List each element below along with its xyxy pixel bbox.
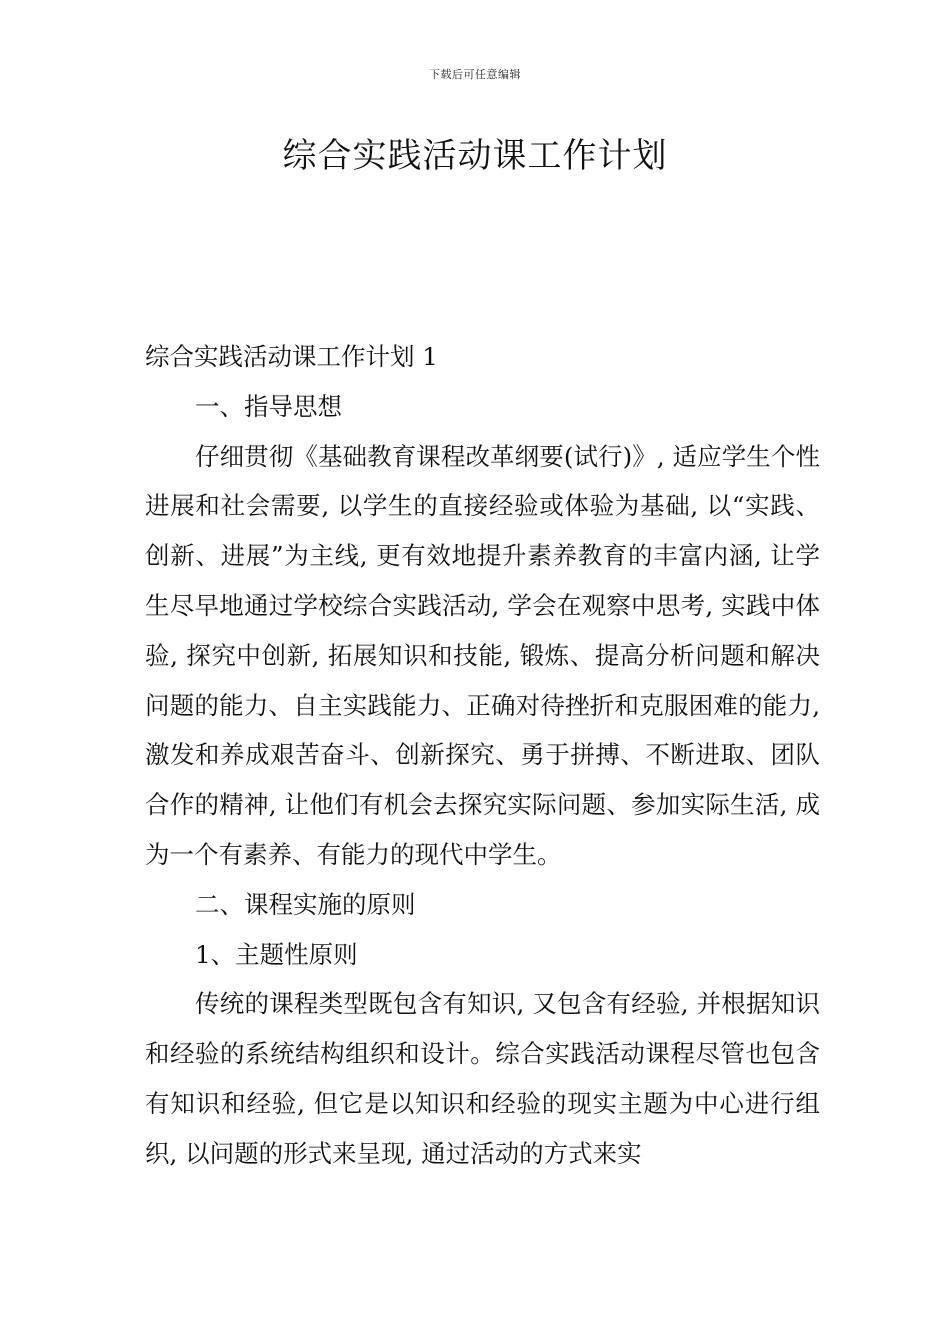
section-heading-principles: 二、课程实施的原则 bbox=[195, 889, 416, 919]
document-title: 综合实践活动课工作计划 bbox=[282, 136, 668, 176]
paragraph-theme-principle: 传统的课程类型既包含有知识, 又包含有经验, 并根据知识和经验的系统结构组织和设计。综合实践活动课程尽管也包含有知识和经验, 但它是以知识和经验的现实主题为中心进行组织, 以问题的形式来呈现, 通过活动的方式来实 bbox=[145, 989, 820, 1168]
paragraph-guiding-thought: 仔细贯彻《基础教育课程改革纲要(试行)》, 适应学生个性进展和社会需要, 以学生的直接经验或体验为基础, 以“实践、创新、进展”为主线, 更有效地提升素养教育的丰富内涵, 让学生尽早地通过学校综合实践活动, 学会在观察中思考, 实践中体验, 探究中创新, 拓展知识和技能, 锻炼、提高分析问题和解决问题的能力、自主实践能力、正确对待挫折和克服困难的能力, 激发和养成艰苦奋斗、创新探究、勇于拼搏、不断进取、团队合作的精神, 让他们有机会去探究实际问题、参加实际生活, 成为一个有素养、有能力的现代中学生。 bbox=[145, 441, 820, 869]
section-subtitle: 综合实践活动课工作计划 1 bbox=[145, 342, 438, 371]
section-heading-guiding-thought: 一、指导思想 bbox=[195, 391, 342, 421]
header-note: 下载后可任意编辑 bbox=[429, 68, 521, 81]
document-body bbox=[145, 332, 820, 1179]
subsection-heading-theme-principle: 1、主题性原则 bbox=[195, 939, 358, 969]
